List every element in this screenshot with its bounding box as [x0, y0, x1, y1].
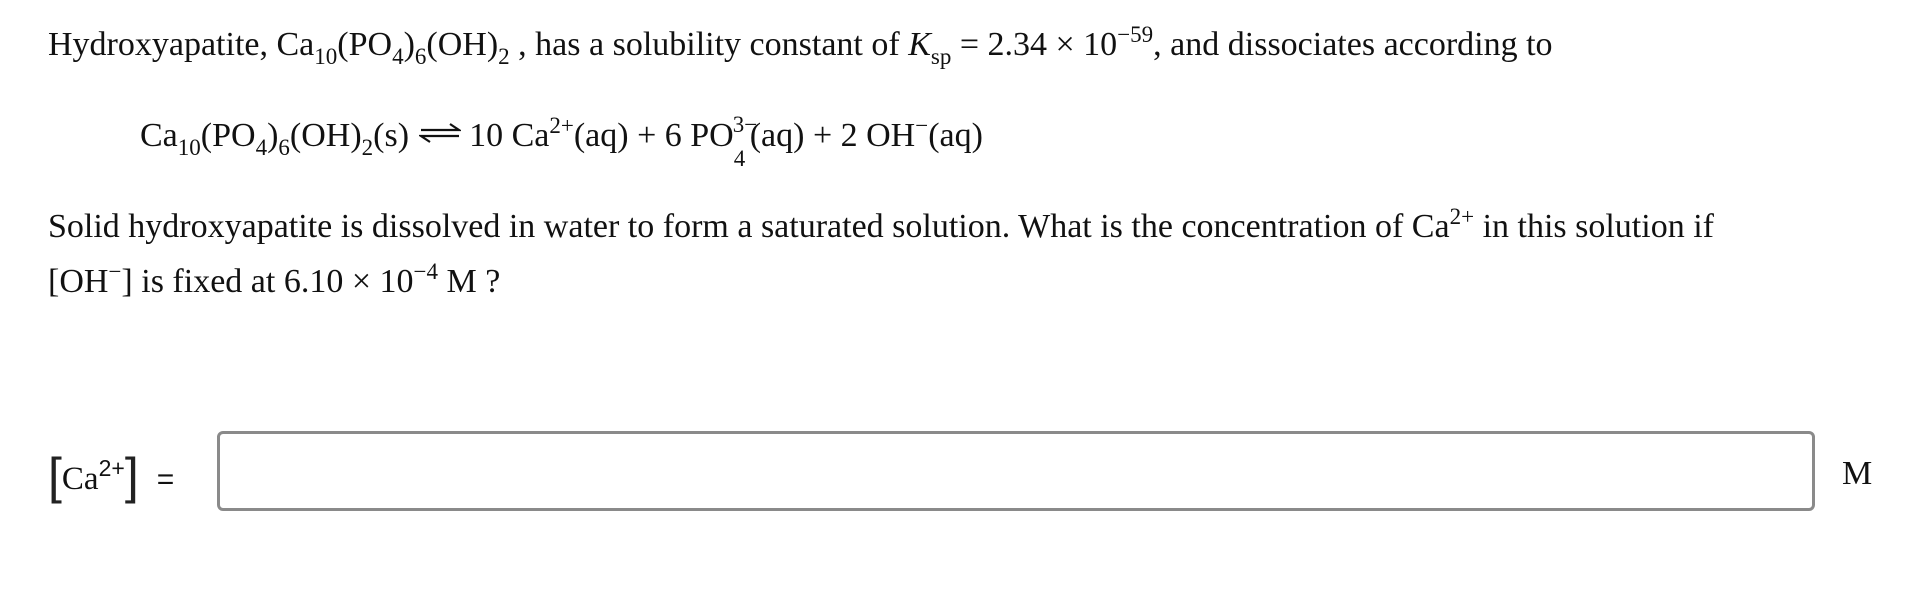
formula-po4: (PO — [337, 26, 393, 63]
oh-exponent: −4 — [413, 259, 438, 285]
reactant-ca: Ca — [140, 117, 178, 154]
formula-po4-close: ) — [403, 26, 415, 63]
ksp-symbol: K — [908, 26, 931, 63]
question-prompt-line2 — [48, 259, 501, 302]
intro-after-formula: , has a solubility constant of — [509, 26, 909, 63]
bracket-close: ] — [124, 448, 139, 504]
po4-charge-stack — [732, 112, 758, 171]
product-po4: (aq) + 6 PO — [573, 117, 734, 154]
product-ca-charge: 2+ — [549, 113, 574, 139]
ksp-exponent: −59 — [1117, 22, 1154, 48]
answer-species: Ca — [61, 461, 99, 497]
reactant-po4: (PO — [200, 117, 256, 154]
answer-equals: = — [156, 463, 175, 496]
reactant-state: (s) — [373, 117, 410, 154]
prompt-text: Solid hydroxyapatite is dissolved in water to form a saturated solution. What is the concentration of Ca — [48, 208, 1450, 245]
formula-po4-sub: 4 — [392, 43, 404, 69]
prompt-text-end: in this solution if — [1474, 208, 1714, 245]
formula-oh-mult: 2 — [498, 43, 510, 69]
ksp-subscript: sp — [930, 43, 952, 69]
question-prompt-line1 — [48, 204, 1714, 247]
product-po4-charge: 3− — [732, 112, 758, 137]
answer-input[interactable] — [217, 431, 1815, 511]
oh-concentration: ] is fixed at 6.10 × 10 — [121, 263, 414, 300]
formula-ca-sub: 10 — [314, 43, 338, 69]
formula-po4-mult: 6 — [414, 43, 427, 69]
prompt-charge: 2+ — [1449, 204, 1475, 230]
reactant-ca-sub: 10 — [177, 134, 201, 160]
oh-open: [OH — [48, 263, 109, 300]
intro-end: , and dissociates according to — [1153, 26, 1553, 63]
reactant-oh-mult: 2 — [361, 134, 374, 160]
reactant-oh: (OH) — [289, 117, 362, 154]
oh-unit: M ? — [437, 263, 501, 300]
product-oh-state: (aq) — [928, 117, 983, 154]
reactant-po4-sub: 4 — [255, 134, 268, 160]
formula-oh: (OH) — [426, 26, 499, 63]
ksp-value: = 2.34 × 10 — [951, 26, 1118, 63]
dissociation-equation — [140, 112, 983, 171]
formula-ca: Ca — [276, 26, 315, 63]
bracket-open: [ — [48, 448, 62, 504]
answer-unit: M — [1842, 455, 1873, 492]
product-oh: (aq) + 2 OH — [749, 117, 916, 154]
product-oh-charge: − — [915, 113, 929, 139]
product-ca: 10 Ca — [469, 117, 550, 154]
reactant-po4-close: ) — [267, 117, 279, 154]
answer-charge: 2+ — [98, 455, 125, 482]
oh-charge: − — [108, 259, 122, 285]
equilibrium-arrow-icon — [419, 122, 461, 144]
intro-name: Hydroxyapatite, — [48, 26, 277, 63]
reactant-po4-mult: 6 — [278, 134, 290, 160]
answer-label — [48, 448, 175, 504]
question-intro — [48, 22, 1553, 69]
product-po4-sub: 4 — [733, 146, 746, 171]
